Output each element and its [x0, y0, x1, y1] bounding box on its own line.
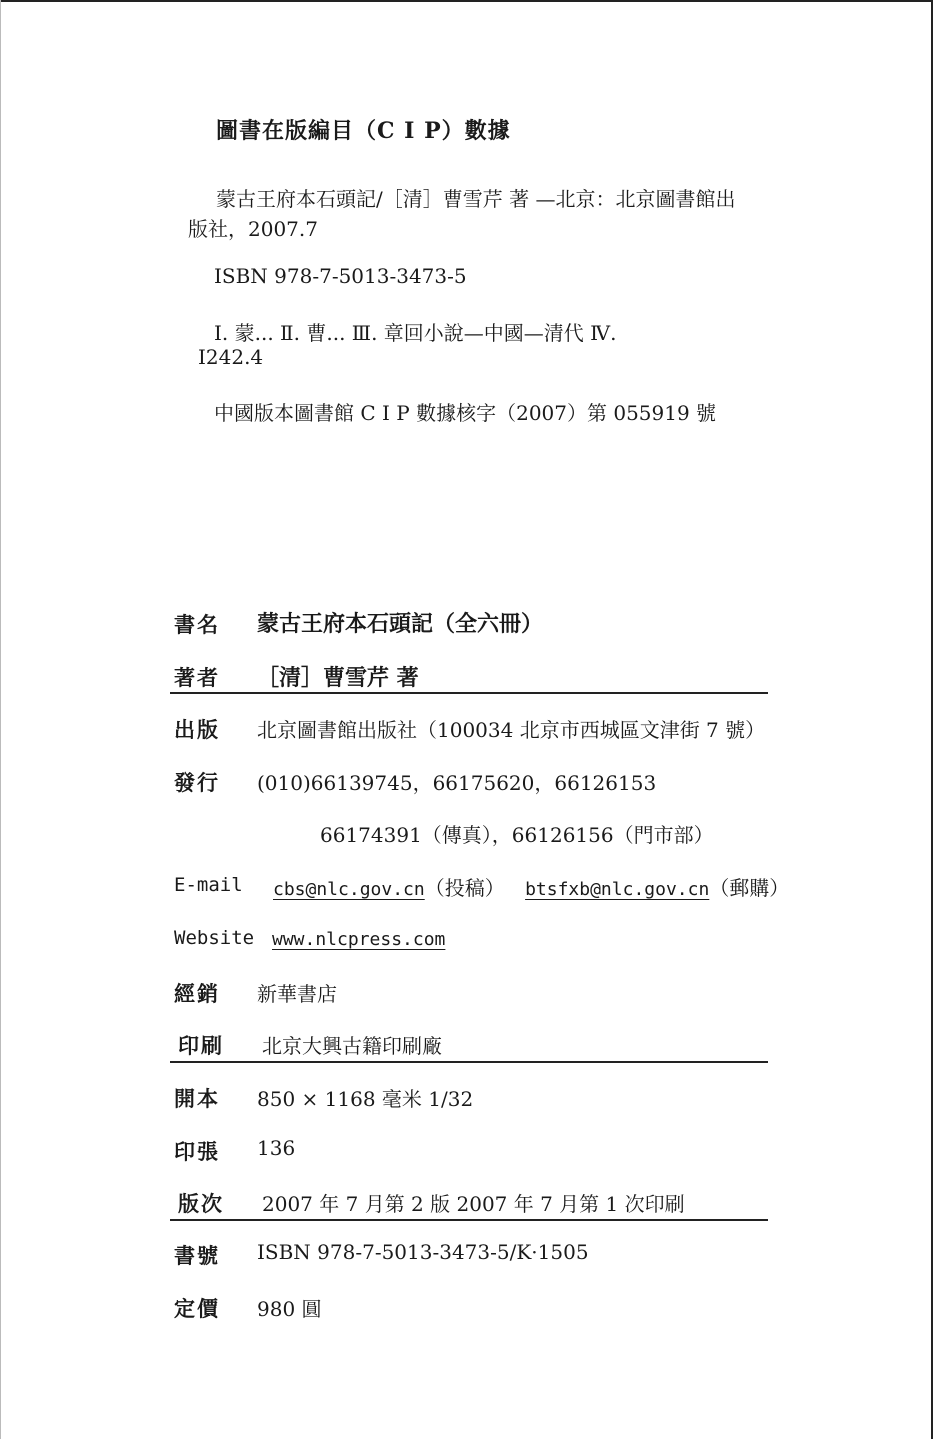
cip-record-line-1: 蒙古王府本石頭記/［清］曹雪芹 著 —北京：北京圖書館出	[216, 187, 736, 211]
cip-approval-number: 中國版本圖書館 C I P 數據核字（2007）第 055919 號	[214, 401, 717, 425]
email-submissions-note: （投稿）	[424, 876, 505, 900]
cip-title: 圖書在版編目（C I P）數據	[216, 118, 511, 144]
cip-isbn: ISBN 978-7-5013-3473-5	[214, 264, 467, 288]
book-number-label: 書號	[174, 1243, 220, 1268]
website-row	[272, 926, 445, 950]
publisher-label: 出版	[174, 717, 220, 742]
distribution-phone-line-2: 66174391（傳真），66126156（門市部）	[320, 823, 714, 847]
email-row	[273, 872, 789, 901]
book-title-label: 書名	[174, 612, 220, 637]
publisher-value: 北京圖書館出版社（100034 北京市西城區文津街 7 號）	[257, 718, 766, 742]
divider-rule	[170, 1219, 768, 1221]
cip-classification-line-2: I242.4	[198, 345, 264, 369]
edition-label: 版次	[178, 1191, 224, 1216]
seller-value: 新華書店	[257, 982, 337, 1006]
price-label: 定價	[174, 1296, 220, 1321]
page-border-top	[0, 0, 933, 2]
author-value: ［清］曹雪芹 著	[257, 665, 419, 691]
seller-label: 經銷	[174, 981, 220, 1006]
website-label: Website	[174, 927, 255, 949]
distribution-label: 發行	[174, 770, 220, 795]
divider-rule	[170, 1061, 768, 1063]
cip-classification-line-1: Ⅰ. 蒙... Ⅱ. 曹... Ⅲ. 章回小說—中國—清代 Ⅳ.	[214, 321, 617, 345]
website-link[interactable]: www.nlcpress.com	[272, 929, 446, 950]
edition-value: 2007 年 7 月第 2 版 2007 年 7 月第 1 次印刷	[262, 1192, 685, 1216]
email-mailorder-note: （郵購）	[709, 876, 790, 900]
distribution-phone-line-1: (010)66139745，66175620，66126153	[257, 771, 657, 795]
sheets-label: 印張	[174, 1139, 220, 1164]
author-label: 著者	[174, 665, 220, 690]
page-border-left	[0, 0, 1, 1439]
printer-value: 北京大興古籍印刷廠	[262, 1034, 442, 1058]
format-label: 開本	[174, 1086, 220, 1111]
sheets-value: 136	[257, 1136, 296, 1160]
book-number-value: ISBN 978-7-5013-3473-5/K·1505	[257, 1240, 589, 1264]
email-label: E-mail	[174, 874, 243, 896]
email-submissions-link[interactable]: cbs@nlc.gov.cn	[273, 879, 425, 900]
email-mailorder-link[interactable]: btsfxb@nlc.gov.cn	[525, 879, 710, 900]
cip-record-line-2: 版社，2007.7	[188, 217, 318, 241]
divider-rule	[170, 692, 768, 694]
price-value: 980 圓	[257, 1297, 322, 1321]
book-title-value: 蒙古王府本石頭記（全六冊）	[257, 611, 544, 637]
printer-label: 印刷	[178, 1033, 224, 1058]
format-value: 850 × 1168 毫米 1/32	[257, 1087, 474, 1111]
